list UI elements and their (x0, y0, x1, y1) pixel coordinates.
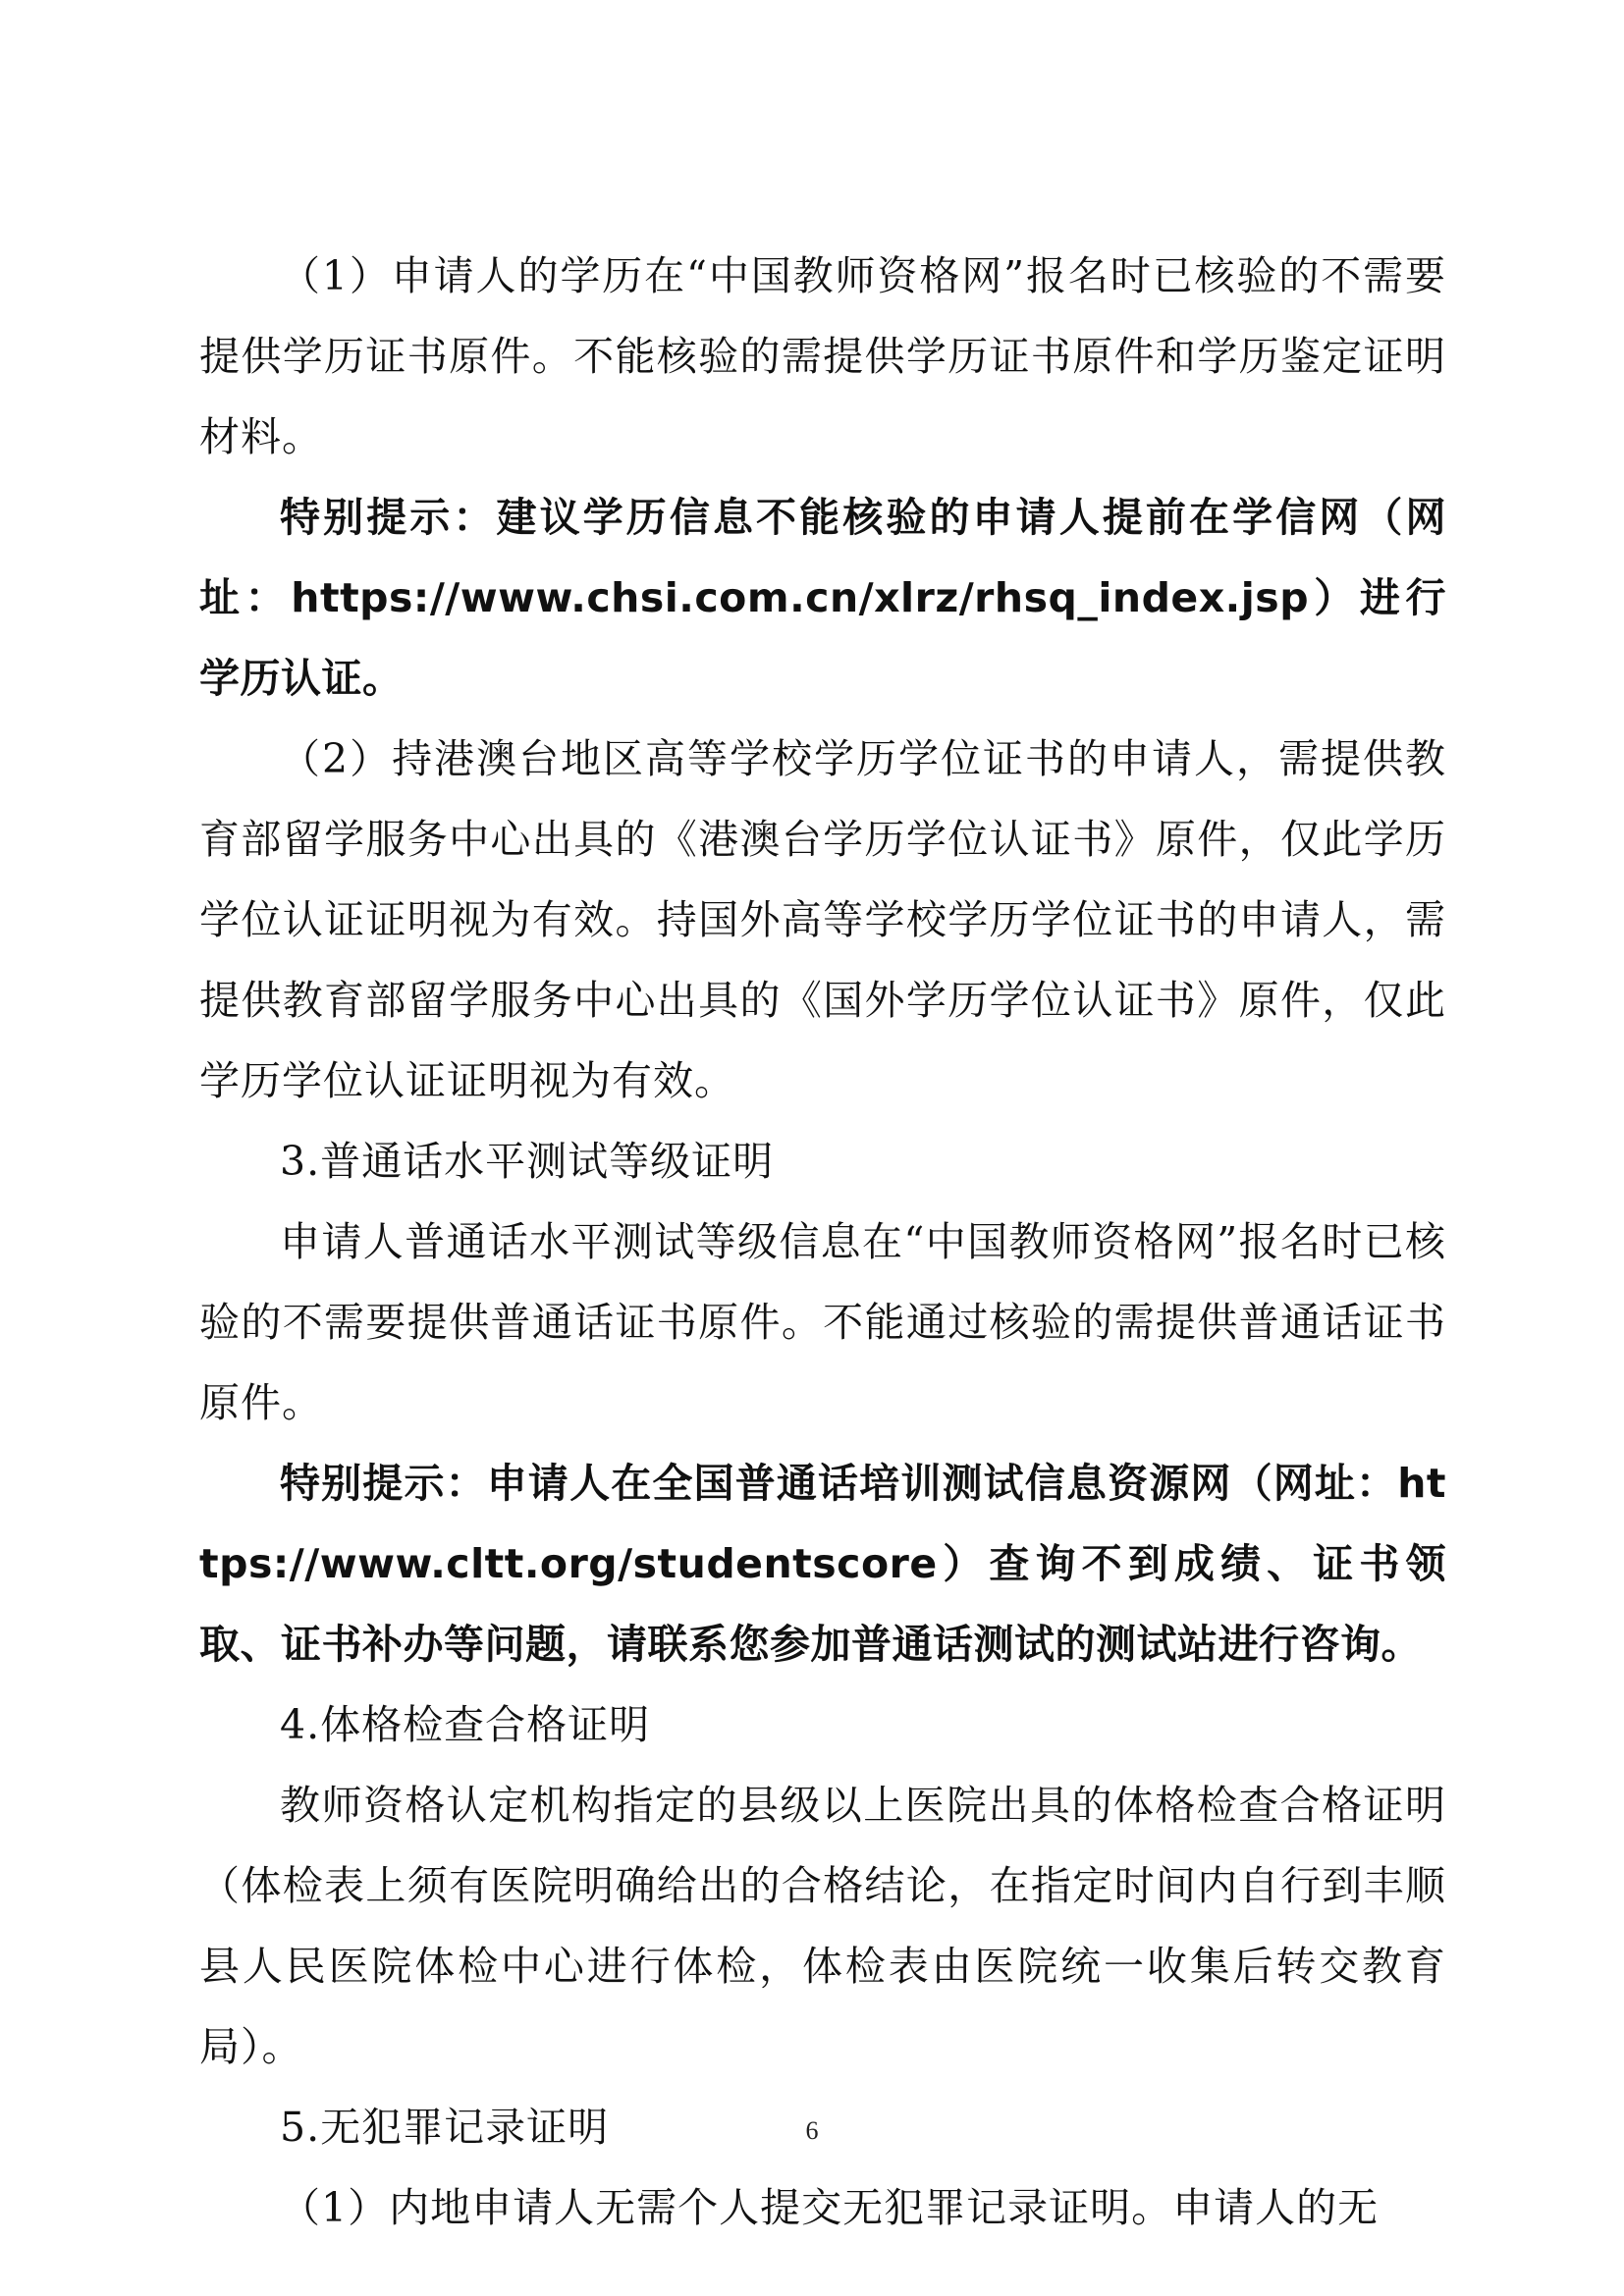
page-number: 6 (805, 2116, 819, 2145)
mandarin-special-tip: 特别提示：申请人在全国普通话培训测试信息资源网（网址：https://www.cltt.org/studentscore）查询不到成绩、证书领取、证书补办等问题，请联系您参加普通话测试的测试站进行咨询。 (199, 1460, 1446, 1668)
mandarin-requirement-paragraph: 申请人普通话水平测试等级信息在“中国教师资格网”报名时已核验的不需要提供普通话证书原件。不能通过核验的需提供普通话证书原件。 (199, 1218, 1446, 1426)
document-content (199, 236, 1446, 2248)
criminal-record-paragraph: （1）内地申请人无需个人提交无犯罪记录证明。申请人的无 (280, 2184, 1380, 2231)
education-requirement-paragraph-1: （1）申请人的学历在“中国教师资格网”报名时已核验的不需要提供学历证书原件。不能核验的需提供学历证书原件和学历鉴定证明材料。 (199, 252, 1446, 460)
section-heading-mandarin: 3.普通话水平测试等级证明 (280, 1138, 775, 1185)
education-special-tip: 特别提示：建议学历信息不能核验的申请人提前在学信网（网址：https://www.chsi.com.cn/xlrz/rhsq_index.jsp）进行学历认证。 (199, 494, 1446, 702)
section-heading-medical: 4.体格检查合格证明 (280, 1701, 651, 1748)
medical-requirement-paragraph: 教师资格认定机构指定的县级以上医院出具的体格检查合格证明（体检表上须有医院明确给出的合格结论，在指定时间内自行到丰顺县人民医院体检中心进行体检，体检表由医院统一收集后转交教育局）。 (199, 1782, 1446, 2070)
section-heading-criminal-record: 5.无犯罪记录证明 (280, 2104, 610, 2151)
education-requirement-paragraph-2: （2）持港澳台地区高等学校学历学位证书的申请人，需提供教育部留学服务中心出具的《港澳台学历学位认证书》原件，仅此学历学位认证证明视为有效。持国外高等学校学历学位证书的申请人，需提供教育部留学服务中心出具的《国外学历学位认证书》原件，仅此学历学位认证证明视为有效。 (199, 735, 1446, 1104)
